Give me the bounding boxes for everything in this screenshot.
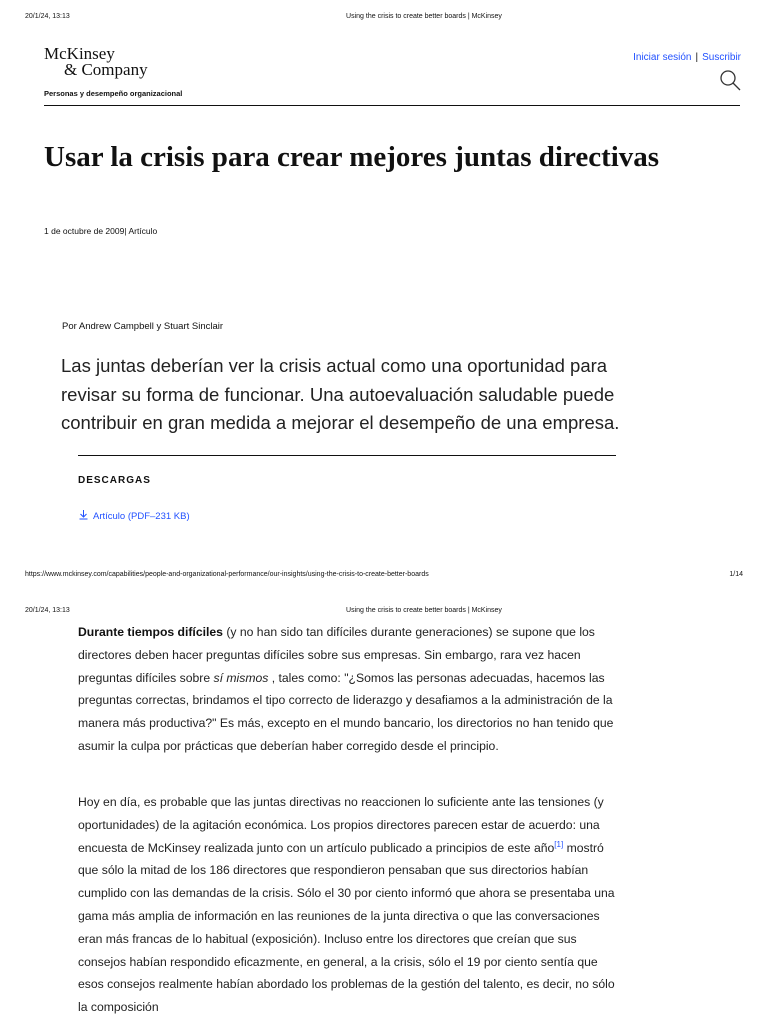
print-datetime: 20/1/24, 13:13	[25, 13, 70, 20]
downloads-divider	[78, 455, 616, 456]
downloads-heading: DESCARGAS	[78, 475, 151, 486]
article-byline: Por Andrew Campbell y Stuart Sinclair	[62, 321, 224, 332]
p1-italic: sí mismos	[213, 670, 269, 685]
p1-text-a: (y no han sido tan difíciles durante generaciones) se supone que los directores deben hacer preguntas difíciles sobre sus empresas. Sin embargo, rara vez hacen preguntas difíciles sobre	[78, 625, 595, 685]
p1-text-b: , tales como: "¿Somos las personas adecuadas, hacemos las preguntas correctas, brindamos el tipo correcto de liderazgo y desafiamos a la administración de la manera más productiva?" Es más, excepto en el mundo bancario, los directorios no han tenido que asumir la culpa por prácticas que deberían haber corregido desde el principio.	[78, 670, 614, 753]
article-date: 1 de octubre de 2009| Artículo	[44, 226, 158, 236]
body-paragraph-2	[78, 791, 618, 1019]
print-datetime-2: 20/1/24, 13:13	[25, 607, 70, 614]
print-page-title: Using the crisis to create better boards | McKinsey	[346, 13, 502, 20]
section-label[interactable]: Personas y desempeño organizacional	[44, 89, 183, 98]
logo-line-2: & Company	[64, 60, 148, 79]
subscribe-link[interactable]: Suscribir	[702, 52, 741, 63]
download-link-label: Artículo (PDF–231 KB)	[93, 510, 190, 522]
download-icon	[78, 509, 89, 523]
auth-separator: |	[695, 52, 699, 63]
header-divider	[44, 105, 740, 106]
print-page-title-2: Using the crisis to create better boards | McKinsey	[346, 607, 502, 614]
download-pdf-link[interactable]	[78, 509, 190, 523]
p2-text-b: mostró que sólo la mitad de los 186 directores que respondieron pensaban que sus directorios habían cumplido con las demandas de la crisis. Sólo el 30 por ciento informó que ahora se presentaba una gama más amplia de información en las reuniones de la junta directiva o que las conversaciones eran más francas de lo habitual (exposición). Incluso entre los directores que creían que sus consejos habían respondido eficazmente, en general, a la crisis, sólo el 19 por ciento sentía que esos consejos realmente habían abordado los problemas de la gestión del talento, es decir, no sólo la composición	[78, 840, 615, 1015]
p1-lead-bold: Durante tiempos difíciles	[78, 625, 223, 639]
body-paragraph-1	[78, 621, 618, 758]
login-link[interactable]: Iniciar sesión	[633, 52, 692, 63]
article-lede: Las juntas deberían ver la crisis actual como una oportunidad para revisar su forma de funcionar. Una autoevaluación saludable puede contribuir en gran medida a mejorar el desempeño de una empresa.	[61, 355, 620, 433]
footnote-ref-1[interactable]: [1]	[554, 839, 564, 849]
auth-links	[633, 52, 741, 63]
print-page-number: 1/14	[729, 571, 743, 578]
print-url: https://www.mckinsey.com/capabilities/people-and-organizational-performance/our-insights/using-the-crisis-to-create-better-boards	[25, 571, 429, 578]
p2-text-a: Hoy en día, es probable que las juntas directivas no reaccionen lo suficiente ante las tensiones (y oportunidades) de la agitación económica. Los propios directores parecen estar de acuerdo: una encuesta de McKinsey realizada junto con un artículo publicado a principios de este año	[78, 795, 604, 855]
article-title: Usar la crisis para crear mejores juntas directivas	[44, 141, 660, 173]
search-icon[interactable]	[719, 69, 741, 91]
mckinsey-logo[interactable]	[44, 46, 148, 78]
logo-line-1: McKinsey	[44, 44, 115, 63]
